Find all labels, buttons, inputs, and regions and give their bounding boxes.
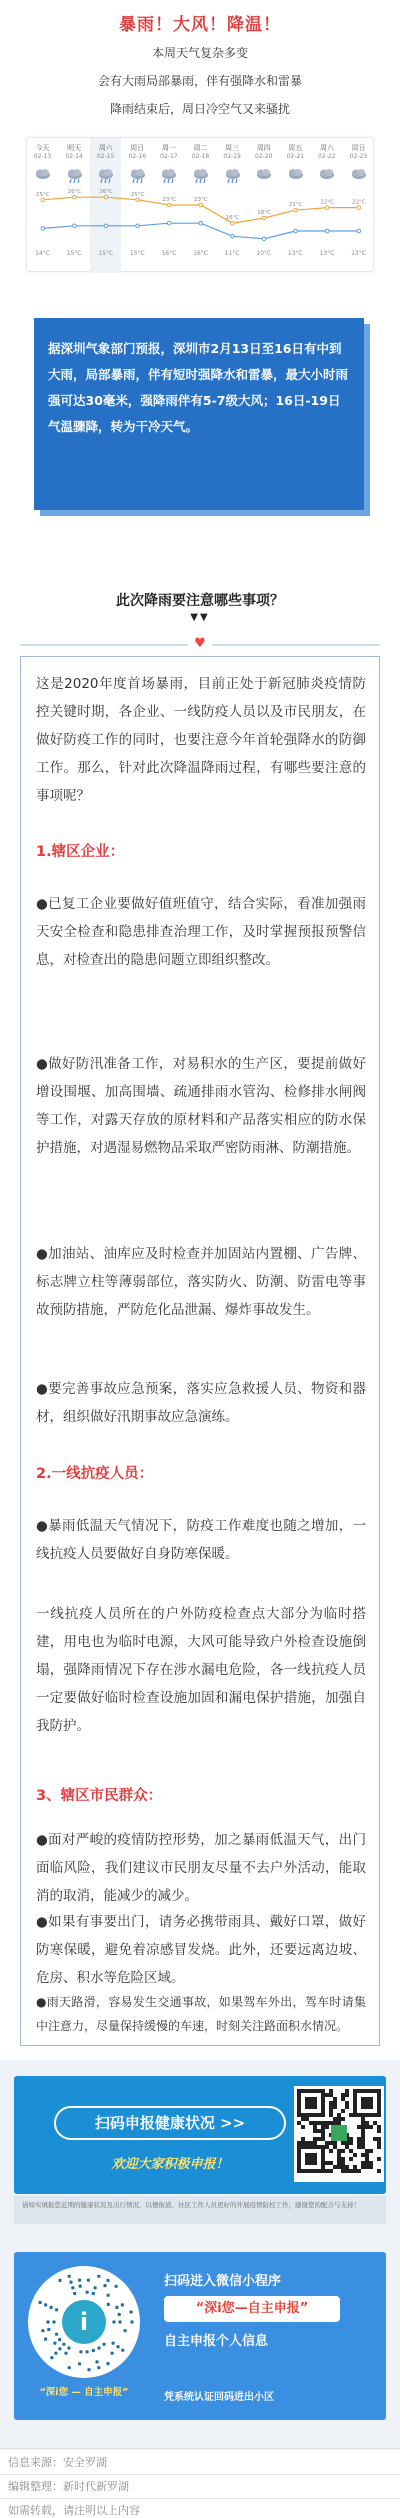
low-temp-point — [41, 227, 45, 231]
mini-program-banner[interactable] — [14, 2252, 386, 2420]
forecast-date-label: 02-20 — [254, 153, 273, 160]
high-temp-label: 25°C — [130, 191, 145, 198]
rain-icon — [64, 166, 85, 184]
section-heading-frontline: 2.一线抗疫人员： — [36, 1466, 154, 1482]
frontline-para-1: ●暴雨低温天气情况下，防疫工作难度也随之增加，一线抗疫人员要做好自身防寒保暖。 — [36, 1518, 366, 1562]
high-temp-point — [136, 198, 140, 202]
forecast-day-label: 周日 — [351, 144, 366, 152]
cloud-icon — [348, 166, 369, 184]
low-temp-point — [294, 229, 298, 233]
forecast-low-label: 13°C — [319, 250, 335, 257]
forecast-date-label: 02-19 — [223, 153, 241, 160]
rain-icon — [95, 166, 116, 184]
forecast-low-label: 13°C — [351, 250, 366, 257]
enterprise-para-1: ●已复工企业要做好值班值守，结合实际，看准加强雨天安全检查和隐患排查治理工作，及时掌握预报预警信息，对检查出的隐患问题立即组织整改。 — [36, 896, 366, 968]
high-temp-point — [325, 206, 329, 210]
mini-program-line-2: 自主申报个人信息 — [164, 2334, 269, 2349]
mini-program-name-pill[interactable]: “深i您—自主申报” — [164, 2296, 340, 2322]
health-report-note: 请如实填报您近期的健康状况及出行情况，以便街道、社区工作人员更好的开展疫情防控工作，感谢您的配合与支持！ — [14, 2196, 386, 2224]
credit-source: 信息来源：安全罗湖 — [8, 2456, 107, 2469]
cloud-icon — [253, 166, 274, 184]
health-report-banner[interactable] — [14, 2076, 386, 2194]
low-temp-point — [167, 221, 171, 225]
forecast-low-label: 13°C — [287, 250, 303, 257]
forecast-notice — [34, 318, 370, 516]
forecast-low-label: 16°C — [161, 250, 177, 257]
low-temp-point — [199, 221, 203, 225]
forecast-low-label: 15°C — [129, 250, 145, 257]
low-temp-point — [262, 237, 266, 241]
forecast-low-label: 10°C — [256, 250, 272, 257]
low-temp-point — [357, 229, 361, 233]
forecast-day-label: 周日 — [130, 144, 145, 152]
credit-divider-1 — [0, 2448, 400, 2449]
health-report-qr[interactable] — [294, 2086, 384, 2182]
low-temp-point — [231, 234, 235, 238]
subtitle-line-1: 本周天气复杂多变 — [151, 46, 248, 60]
forecast-low-label: 15°C — [98, 250, 114, 257]
high-temp-label: 25°C — [36, 191, 50, 198]
enterprise-para-2: ●做好防汛准备工作，对易积水的生产区，要提前做好增设围堰、加高围墙、疏通排雨水管沟、检修排水闸阀等工作，对露天存放的原材料和产品落实相应的防水保护措施，对遇湿易燃物品采取严密防雨淋、防潮措施。 — [36, 1056, 366, 1156]
subtitle-line-2: 会有大雨局部暴雨，伴有强降水和雷暴 — [97, 74, 302, 88]
high-temp-label: 21°C — [288, 202, 303, 209]
low-temp-point — [104, 224, 108, 228]
high-temp-label: 26°C — [67, 189, 82, 196]
high-temp-label: 23°C — [194, 197, 208, 203]
credit-divider-3 — [0, 2498, 400, 2499]
section-arrows: ▼▼ — [190, 612, 210, 623]
forecast-day-label: 今天 — [35, 144, 50, 152]
section-heading-enterprise: 1.辖区企业： — [36, 844, 125, 860]
health-report-sub: 欢迎大家积极申报！ — [111, 2157, 229, 2172]
rain-icon — [158, 166, 179, 184]
citizens-para-1: ●面对严峻的疫情防控形势，加之暴雨低温天气，出门面临风险，我们建议市民朋友尽量不去户外活动，能取消的取消，能减少的减少。 — [36, 1832, 366, 1904]
enterprise-para-4: ●要完善事故应急预案，落实应急救援人员、物资和器材，组织做好汛期事故应急演练。 — [36, 1381, 366, 1425]
qr-code-icon — [297, 2089, 381, 2179]
rain-icon — [127, 166, 148, 184]
low-temp-line — [43, 223, 359, 239]
high-temp-point — [262, 216, 266, 220]
low-temp-point — [325, 229, 329, 233]
forecast-day-label: 周一 — [161, 144, 176, 152]
high-temp-label: 16°C — [225, 215, 240, 222]
forecast-day-label: 周六 — [98, 144, 113, 152]
high-temp-point — [294, 208, 298, 212]
mini-program-qr-wrap[interactable] — [28, 2266, 140, 2378]
forecast-day-label: 周三 — [225, 144, 240, 152]
section-heading-citizens: 3、辖区市民群众： — [36, 1788, 163, 1804]
high-temp-point — [104, 195, 108, 199]
high-temp-point — [167, 203, 171, 207]
high-temp-point — [73, 195, 77, 199]
notice-text: 据深圳气象部门预报，深圳市2月13日至16日有中到大雨，局部暴雨，伴有短时强降水和雷暴，最大小时雨强可达30毫米，强降雨伴有5-7级大风；16日-19日气温骤降，转为干冷天气。 — [34, 318, 364, 510]
high-temp-label: 23°C — [162, 197, 176, 203]
high-temp-label: 26°C — [99, 189, 113, 196]
high-temp-label: 22°C — [320, 199, 334, 206]
subtitle-line-3: 降雨结束后，周日冷空气又来骚扰 — [109, 102, 290, 116]
low-temp-point — [136, 224, 140, 228]
forecast-low-label: 15°C — [66, 250, 82, 257]
mini-program-brand: “深i您 — 自主申报” — [39, 2387, 129, 2398]
forecast-date-label: 02-16 — [128, 153, 147, 160]
rain-icon — [190, 166, 211, 184]
forecast-date-label: 02-18 — [191, 153, 210, 160]
forecast-day-label: 周五 — [288, 144, 303, 152]
health-report-pill[interactable]: 扫码申报健康状况 >> — [54, 2106, 286, 2140]
weather-forecast-card — [26, 137, 374, 272]
forecast-date-label: 02-15 — [96, 153, 115, 160]
temperature-chart — [27, 186, 375, 250]
svg-text:i: i — [79, 2308, 89, 2336]
forecast-low-label: 16°C — [193, 250, 208, 257]
forecast-day-label: 周二 — [193, 144, 208, 152]
rain-icon — [222, 166, 243, 184]
high-temp-point — [41, 198, 45, 202]
citizens-para-2: ●如果有事要出门，请务必携带雨具、戴好口罩，做好防寒保暖，避免着凉感冒发烧。此外，还要远离边坡、危房、积水等危险区域。 — [36, 1914, 366, 1986]
forecast-date-label: 02-17 — [160, 153, 178, 160]
forecast-date-label: 02-22 — [318, 153, 336, 160]
frontline-para-2: 一线抗疫人员所在的户外防疫检查点大部分为临时搭建，用电也为临时电源，大风可能导致户外检查设施倒塌，强降雨情况下存在涉水漏电危险，各一线抗疫人员一定要做好临时检查设施加固和漏电保护措施，加强自我防护。 — [36, 1606, 366, 1734]
forecast-date-label: 02-23 — [349, 153, 368, 160]
forecast-day-label: 周四 — [256, 144, 271, 152]
section-title: 此次降雨要注意哪些事项？ — [116, 593, 284, 609]
credit-reprint: 如需转载，请注明以上内容 — [8, 2504, 140, 2517]
forecast-date-label: 02-21 — [286, 153, 305, 160]
cloud-icon — [32, 166, 53, 184]
low-temp-point — [73, 224, 77, 228]
mini-program-line-1: 扫码进入微信小程序 — [164, 2274, 282, 2289]
high-temp-point — [199, 203, 203, 207]
intro-paragraph: 这是2020年度首场暴雨，目前正处于新冠肺炎疫情防控关键时期，各企业、一线防疫人员以及市民朋友，在做好防疫工作的同时，也要注意今年首轮强降水的防御工作。那么，针对此次降温降雨过程，有哪些要注意的事项呢？ — [36, 676, 366, 804]
forecast-low-label: 14°C — [35, 250, 50, 257]
forecast-day-label: 明天 — [67, 144, 82, 152]
forecast-date-label: 02-13 — [33, 153, 52, 160]
credit-editor: 编辑整理：新时代新罗湖 — [8, 2480, 129, 2493]
sun-cloud-icon — [285, 166, 306, 184]
forecast-low-label: 11°C — [224, 250, 240, 257]
high-temp-point — [357, 206, 361, 210]
citizens-para-3: ●雨天路滑，容易发生交通事故，如果驾车外出，驾车时请集中注意力，尽量保持缓慢的车速，时刻关注路面积水情况。 — [36, 1995, 366, 2033]
heart-icon: ♥ — [188, 636, 212, 650]
high-temp-point — [231, 221, 235, 225]
high-temp-label: 22°C — [352, 199, 366, 206]
headline: 暴雨！大风！降温！ — [119, 15, 281, 35]
enterprise-para-3: ●加油站、油库应及时检查并加固站内置棚、广告牌、标志牌立柱等薄弱部位，落实防火、防潮、防雷电等事故预防措施，严防危化品泄漏、爆炸事故发生。 — [36, 1246, 366, 1318]
forecast-date-label: 02-14 — [65, 153, 83, 160]
forecast-day-label: 周六 — [319, 144, 334, 152]
mini-program-foot: 凭系统认证回码进出小区 — [164, 2392, 274, 2403]
high-temp-label: 18°C — [257, 210, 271, 216]
cloud-icon — [316, 166, 337, 184]
mini-program-code-icon — [28, 2266, 140, 2378]
credit-divider-2 — [0, 2474, 400, 2475]
